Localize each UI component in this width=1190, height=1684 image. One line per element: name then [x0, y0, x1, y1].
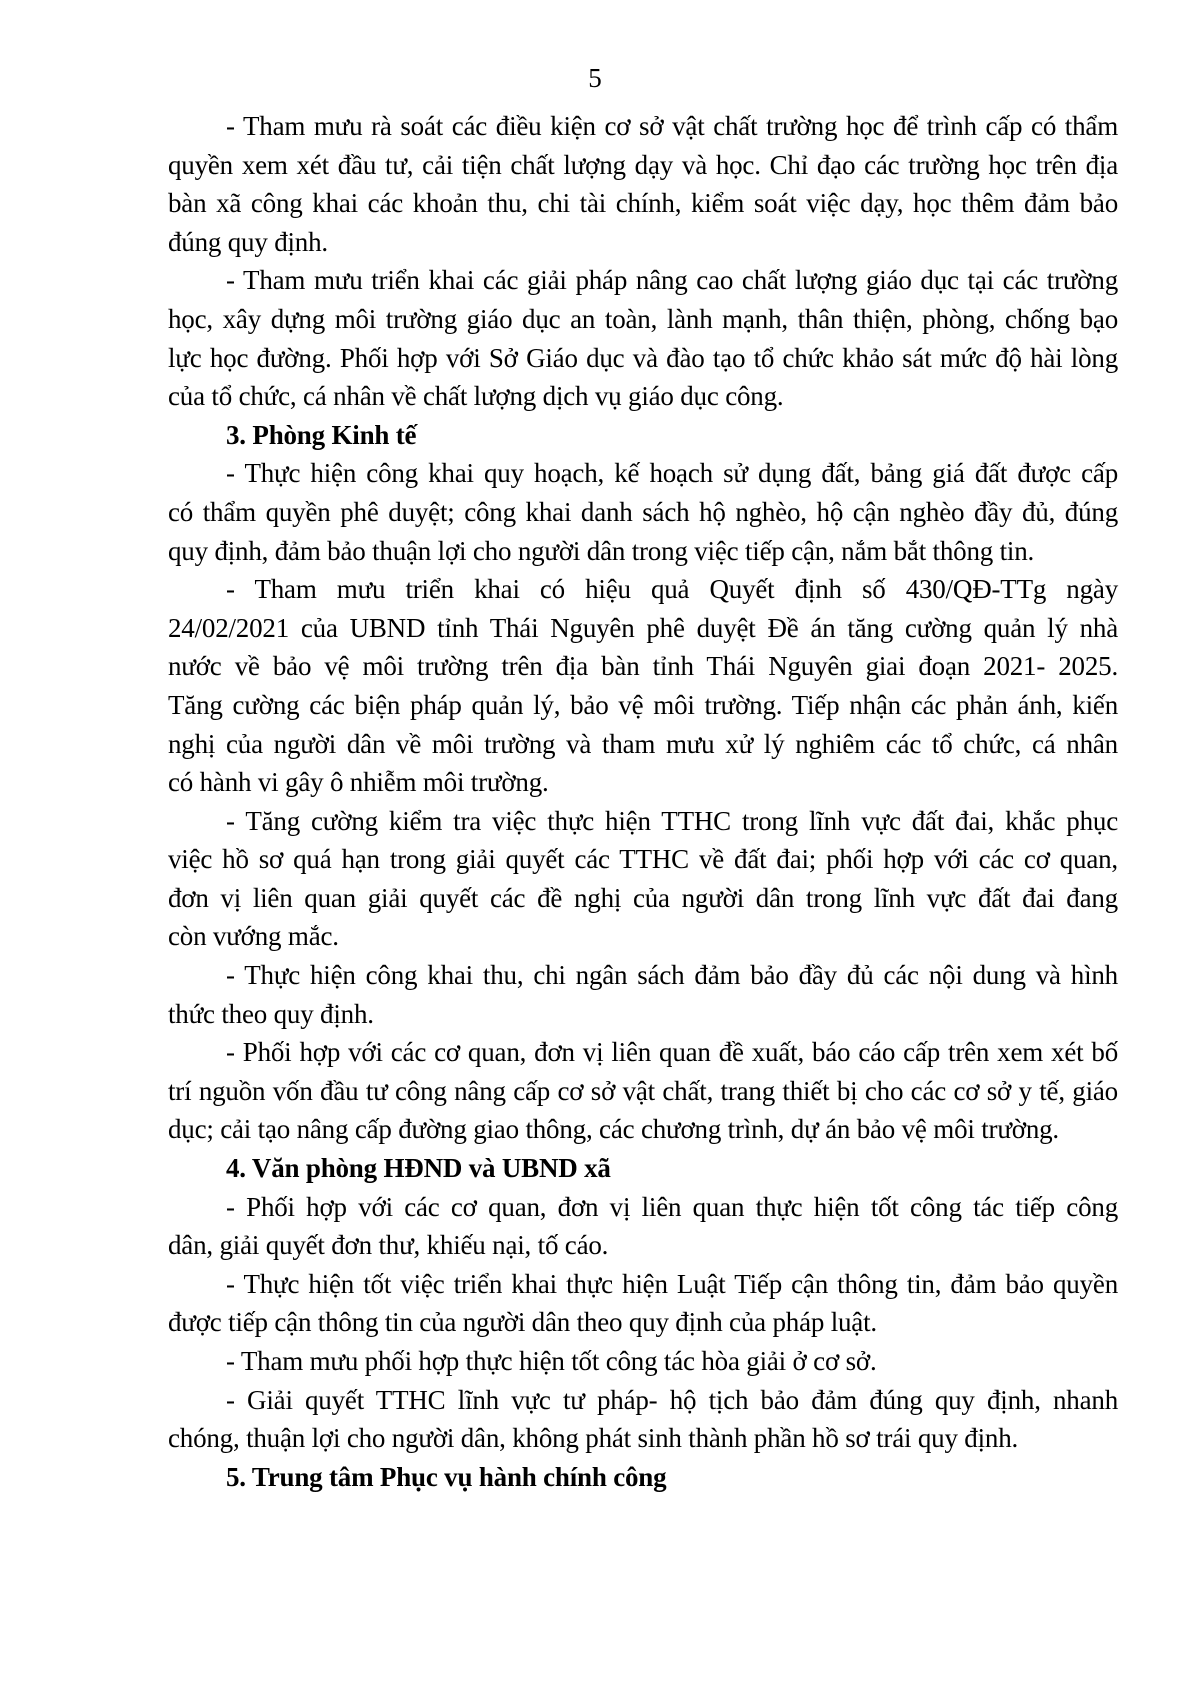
paragraph-line: còn vướng mắc. [168, 921, 339, 952]
section-heading: 4. Văn phòng HĐND và UBND xã [226, 1153, 611, 1184]
section-heading: 3. Phòng Kinh tế [226, 419, 417, 450]
paragraph-line: - Thực hiện công khai thu, chi ngân sách đảm bảo đầy đủ các nội dung và hình [226, 960, 1118, 991]
paragraph-line: 24/02/2021 của UBND tỉnh Thái Nguyên phê duyệt Đề án tăng cường quản lý nhà [168, 612, 1118, 643]
paragraph-line: lực học đường. Phối hợp với Sở Giáo dục và đào tạo tổ chức khảo sát mức độ hài lòng [168, 342, 1118, 373]
paragraph [168, 1342, 1118, 1381]
paragraph [168, 802, 1118, 956]
paragraph-line: dục; cải tạo nâng cấp đường giao thông, các chương trình, dự án bảo vệ môi trường. [168, 1114, 1059, 1145]
paragraph-line: - Tham mưu triển khai các giải pháp nâng cao chất lượng giáo dục tại các trường [226, 265, 1118, 296]
paragraph [168, 1381, 1118, 1458]
paragraph-line: đơn vị liên quan giải quyết các đề nghị của người dân trong lĩnh vực đất đai đang [168, 882, 1118, 913]
paragraph-line: - Giải quyết TTHC lĩnh vực tư pháp- hộ tịch bảo đảm đúng quy định, nhanh [226, 1384, 1118, 1415]
paragraph-line: - Thực hiện công khai quy hoạch, kế hoạch sử dụng đất, bảng giá đất được cấp [226, 458, 1118, 489]
paragraph-line: trí nguồn vốn đầu tư công nâng cấp cơ sở vật chất, trang thiết bị cho các cơ sở y tế, giáo [168, 1075, 1118, 1106]
paragraph-line: chóng, thuận lợi cho người dân, không phát sinh thành phần hồ sơ trái quy định. [168, 1423, 1019, 1454]
paragraph-line: - Tham mưu rà soát các điều kiện cơ sở vật chất trường học để trình cấp có thẩm [226, 111, 1118, 141]
paragraph-line: việc hồ sơ quá hạn trong giải quyết các TTHC về đất đai; phối hợp với các cơ quan, [168, 844, 1118, 875]
paragraph-line: của tổ chức, cá nhân về chất lượng dịch vụ giáo dục công. [168, 381, 784, 412]
paragraph-line: có hành vi gây ô nhiễm môi trường. [168, 767, 549, 798]
paragraph-line: thức theo quy định. [168, 998, 374, 1029]
paragraph [168, 1265, 1118, 1342]
paragraph [168, 454, 1118, 570]
paragraph [168, 107, 1118, 261]
paragraph-line: - Phối hợp với các cơ quan, đơn vị liên quan đề xuất, báo cáo cấp trên xem xét bố [226, 1037, 1118, 1068]
paragraph-line: quyền xem xét đầu tư, cải tiện chất lượng dạy và học. Chỉ đạo các trường học trên địa [168, 149, 1118, 180]
paragraph-line: được tiếp cận thông tin của người dân theo quy định của pháp luật. [168, 1307, 877, 1338]
paragraph-line: có thẩm quyền phê duyệt; công khai danh sách hộ nghèo, hộ cận nghèo đầy đủ, đúng [168, 496, 1118, 527]
paragraph-line: quy định, đảm bảo thuận lợi cho người dân trong việc tiếp cận, nắm bắt thông tin. [168, 535, 1035, 566]
paragraph-line: học, xây dựng môi trường giáo dục an toàn, lành mạnh, thân thiện, phòng, chống bạo [168, 303, 1118, 334]
paragraph [168, 1033, 1118, 1149]
paragraph-line: bàn xã công khai các khoản thu, chi tài chính, kiểm soát việc dạy, học thêm đảm bảo [168, 188, 1118, 219]
paragraph [168, 1188, 1118, 1265]
paragraph-line: - Tăng cường kiểm tra việc thực hiện TTHC trong lĩnh vực đất đai, khắc phục [226, 805, 1118, 836]
paragraph-line: - Tham mưu triển khai có hiệu quả Quyết định số 430/QĐ-TTg ngày [226, 574, 1118, 605]
paragraph-line: - Phối hợp với các cơ quan, đơn vị liên quan thực hiện tốt công tác tiếp công [226, 1191, 1118, 1222]
paragraph-line: nghị của người dân về môi trường và tham mưu xử lý nghiêm các tổ chức, cá nhân [168, 728, 1118, 759]
section-heading: 5. Trung tâm Phục vụ hành chính công [226, 1461, 667, 1492]
paragraph-line: Tăng cường các biện pháp quản lý, bảo vệ môi trường. Tiếp nhận các phản ánh, kiến [168, 689, 1118, 720]
paragraph [168, 956, 1118, 1033]
paragraph-line: - Thực hiện tốt việc triển khai thực hiện Luật Tiếp cận thông tin, đảm bảo quyền [226, 1268, 1118, 1299]
paragraph-line: nước về bảo vệ môi trường trên địa bàn tỉnh Thái Nguyên giai đoạn 2021- 2025. [168, 651, 1118, 682]
paragraph-line: - Tham mưu phối hợp thực hiện tốt công tác hòa giải ở cơ sở. [226, 1346, 877, 1376]
paragraph [168, 261, 1118, 415]
document-body [168, 107, 1118, 1496]
page-number: 5 [588, 63, 602, 93]
paragraph-line: dân, giải quyết đơn thư, khiếu nại, tố cáo. [168, 1230, 609, 1261]
paragraph [168, 570, 1118, 802]
paragraph-line: đúng quy định. [168, 226, 328, 257]
